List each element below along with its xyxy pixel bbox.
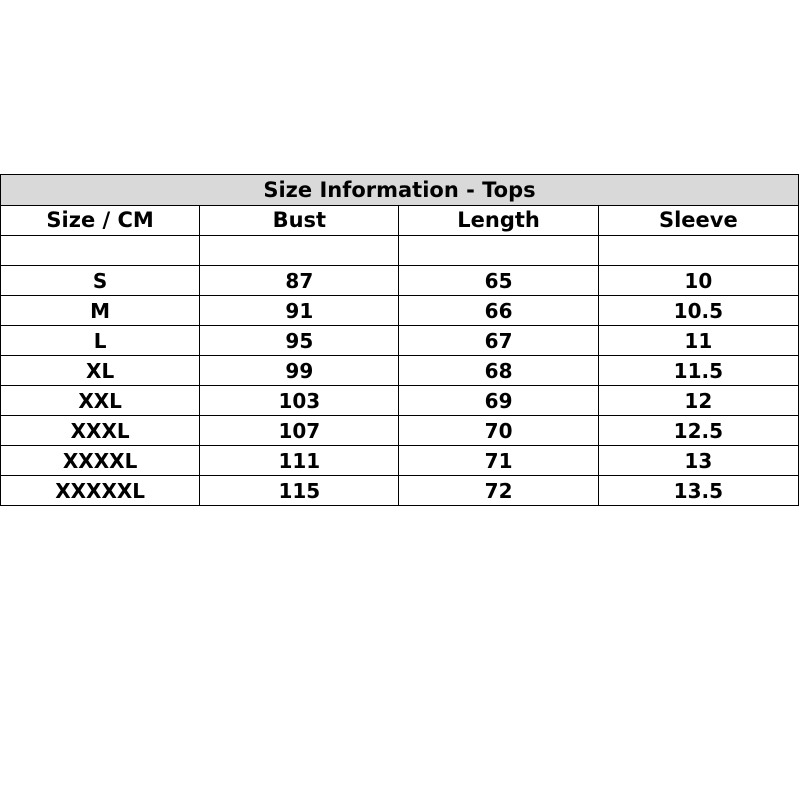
blank-cell bbox=[598, 236, 798, 266]
bust-cell: 87 bbox=[200, 266, 399, 296]
table-row bbox=[1, 476, 799, 506]
header-size: Size / CM bbox=[1, 206, 200, 236]
length-cell: 69 bbox=[399, 386, 598, 416]
length-cell: 70 bbox=[399, 416, 598, 446]
size-cell: XXXXXL bbox=[1, 476, 200, 506]
table-title-row bbox=[1, 175, 799, 206]
size-cell: XL bbox=[1, 356, 200, 386]
blank-cell bbox=[399, 236, 598, 266]
size-cell: XXXL bbox=[1, 416, 200, 446]
header-sleeve: Sleeve bbox=[598, 206, 798, 236]
table-row bbox=[1, 296, 799, 326]
header-bust: Bust bbox=[200, 206, 399, 236]
size-cell: L bbox=[1, 326, 200, 356]
bust-cell: 111 bbox=[200, 446, 399, 476]
sleeve-cell: 10.5 bbox=[598, 296, 798, 326]
blank-cell bbox=[1, 236, 200, 266]
bust-cell: 91 bbox=[200, 296, 399, 326]
sleeve-cell: 12.5 bbox=[598, 416, 798, 446]
header-length: Length bbox=[399, 206, 598, 236]
table-row bbox=[1, 446, 799, 476]
length-cell: 68 bbox=[399, 356, 598, 386]
bust-cell: 103 bbox=[200, 386, 399, 416]
blank-row bbox=[1, 236, 799, 266]
table-row bbox=[1, 386, 799, 416]
length-cell: 71 bbox=[399, 446, 598, 476]
length-cell: 66 bbox=[399, 296, 598, 326]
bust-cell: 95 bbox=[200, 326, 399, 356]
size-cell: S bbox=[1, 266, 200, 296]
sleeve-cell: 11.5 bbox=[598, 356, 798, 386]
table-row bbox=[1, 266, 799, 296]
sleeve-cell: 12 bbox=[598, 386, 798, 416]
sleeve-cell: 10 bbox=[598, 266, 798, 296]
size-chart-table bbox=[0, 174, 799, 506]
sleeve-cell: 13.5 bbox=[598, 476, 798, 506]
blank-cell bbox=[200, 236, 399, 266]
table-row bbox=[1, 356, 799, 386]
size-cell: M bbox=[1, 296, 200, 326]
table-header-row bbox=[1, 206, 799, 236]
bust-cell: 107 bbox=[200, 416, 399, 446]
table-row bbox=[1, 326, 799, 356]
length-cell: 72 bbox=[399, 476, 598, 506]
sleeve-cell: 11 bbox=[598, 326, 798, 356]
size-cell: XXXXL bbox=[1, 446, 200, 476]
sleeve-cell: 13 bbox=[598, 446, 798, 476]
size-cell: XXL bbox=[1, 386, 200, 416]
table-title: Size Information - Tops bbox=[1, 175, 799, 206]
length-cell: 65 bbox=[399, 266, 598, 296]
bust-cell: 99 bbox=[200, 356, 399, 386]
table-row bbox=[1, 416, 799, 446]
length-cell: 67 bbox=[399, 326, 598, 356]
bust-cell: 115 bbox=[200, 476, 399, 506]
